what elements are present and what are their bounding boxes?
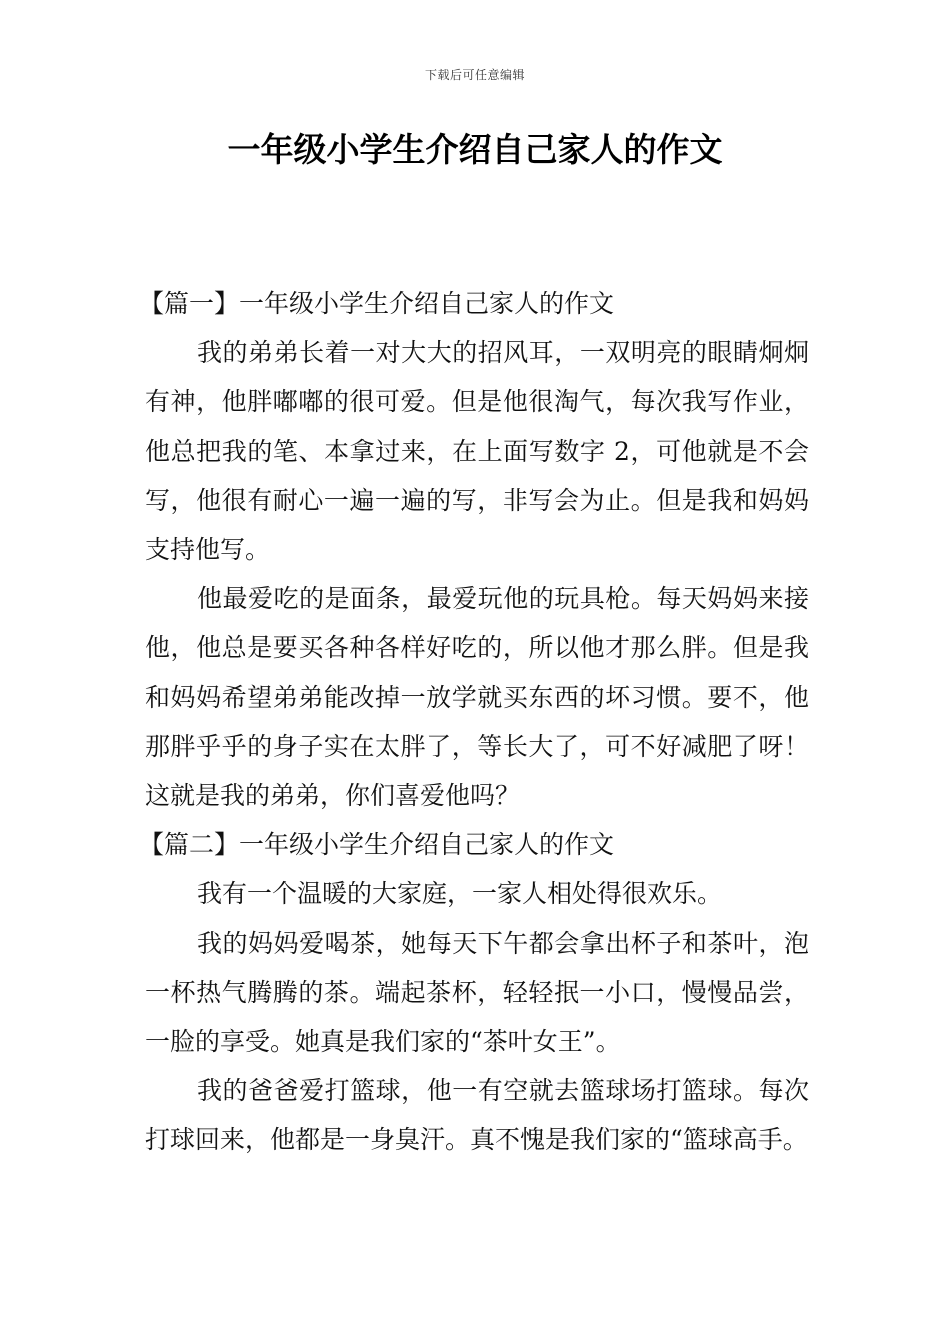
- paragraph: 我的妈妈爱喝茶，她每天下午都会拿出杯子和茶叶，泡一杯热气腾腾的茶。端起茶杯，轻轻抿一小口，慢慢品尝，一脸的享受。她真是我们家的“茶叶女王”。: [145, 928, 809, 1057]
- document-title: 一年级小学生介绍自己家人的作文: [227, 130, 723, 169]
- paragraph: 他最爱吃的是面条，最爱玩他的玩具枪。每天妈妈来接他，他总是要买各种各样好吃的，所以他才那么胖。但是我和妈妈希望弟弟能改掉一放学就买东西的坏习惯。要不，他那胖乎乎的身子实在太胖了，等长大了，可不好减肥了呀！这就是我的弟弟，你们喜爱他吗？: [145, 584, 809, 811]
- paragraph: 我的爸爸爱打篮球，他一有空就去篮球场打篮球。每次打球回来，他都是一身臭汗。真不愧是我们家的“篮球高手。: [145, 1076, 809, 1155]
- section-heading-2: 【篇二】一年级小学生介绍自己家人的作文: [139, 830, 615, 860]
- section-heading-1: 【篇一】一年级小学生介绍自己家人的作文: [139, 289, 615, 318]
- paragraph: 我有一个温暖的大家庭，一家人相处得很欢乐。: [197, 879, 723, 909]
- document-body: [139, 279, 809, 1165]
- paragraph: 我的弟弟长着一对大大的招风耳，一双明亮的眼睛炯炯有神，他胖嘟嘟的很可爱。但是他很淘气，每次我写作业，他总把我的笔、本拿过来，在上面写数字 2，可他就是不会写，他很有耐心一遍一遍的写，非写会为止。但是我和妈妈支持他写。: [145, 338, 809, 565]
- header-note: 下载后可任意编辑: [424, 68, 525, 82]
